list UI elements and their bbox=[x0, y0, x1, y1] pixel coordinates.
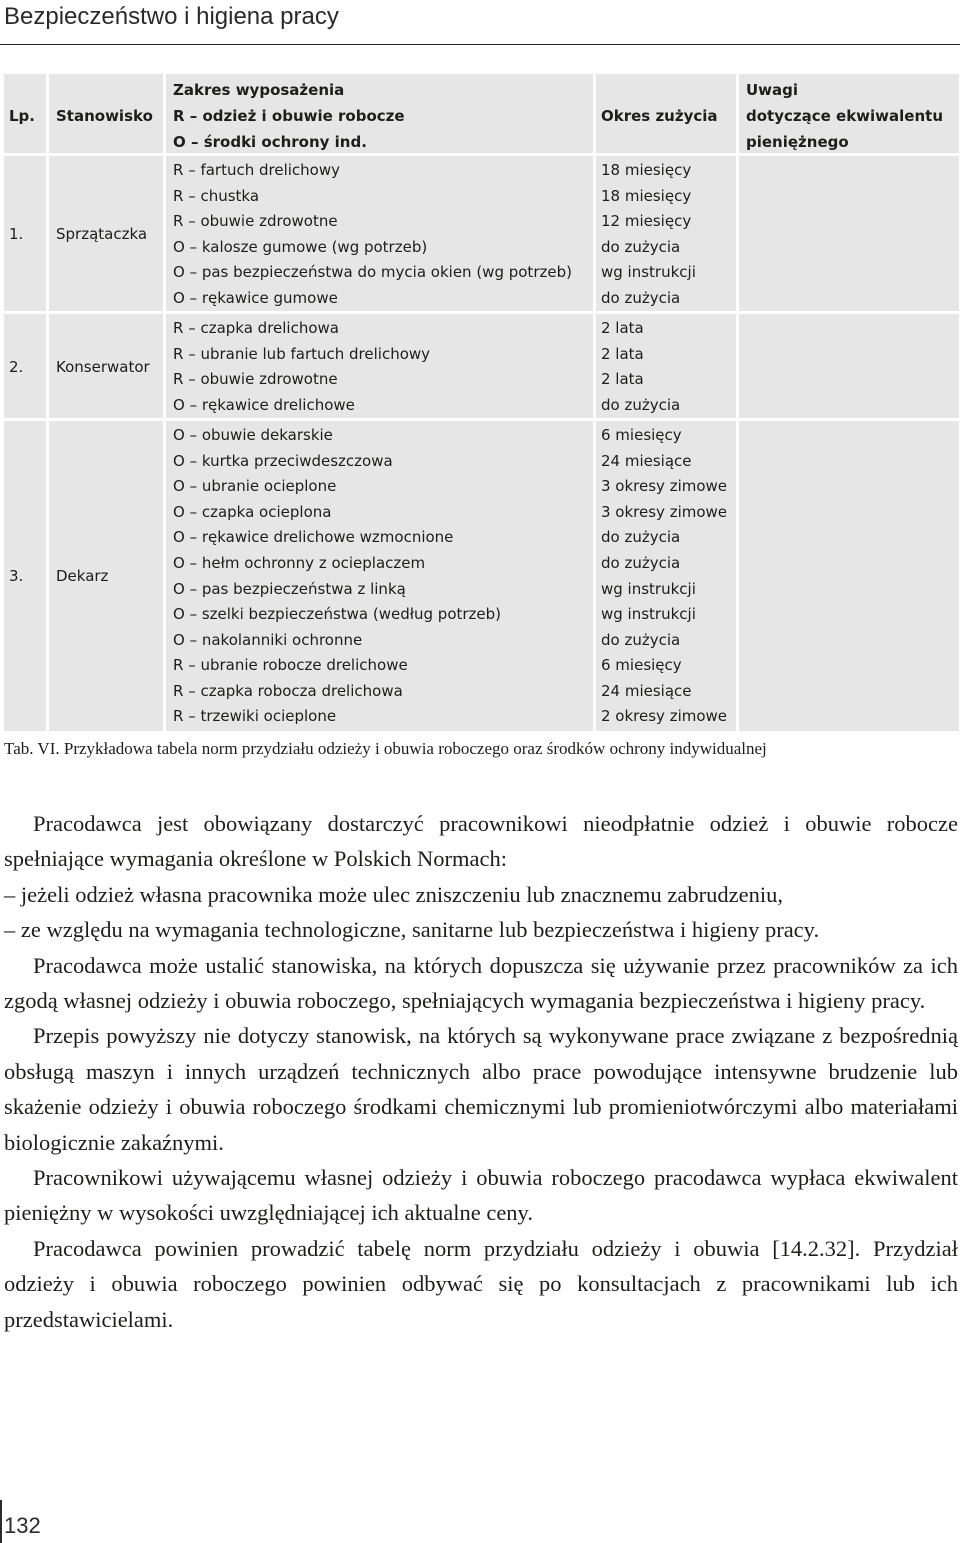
usage-period: wg instrukcji bbox=[601, 605, 696, 623]
usage-period: 24 miesiące bbox=[601, 452, 692, 470]
column-divider bbox=[736, 74, 739, 731]
header-lp: Lp. bbox=[9, 107, 35, 125]
usage-period: wg instrukcji bbox=[601, 580, 696, 598]
equipment-item: O – ubranie ocieplone bbox=[173, 477, 337, 495]
equipment-item: R – czapka robocza drelichowa bbox=[173, 682, 403, 700]
usage-period: 2 lata bbox=[601, 370, 644, 388]
list-item: – jeżeli odzież własna pracownika może ulec zniszczeniu lub znacznemu zabrudzeniu, bbox=[4, 881, 783, 907]
row-divider bbox=[4, 311, 959, 314]
equipment-item: R – ubranie lub fartuch drelichowy bbox=[173, 345, 431, 363]
equipment-item: O – rękawice gumowe bbox=[173, 289, 338, 307]
equipment-item: O – pas bezpieczeństwa z linką bbox=[173, 580, 406, 598]
usage-period: wg instrukcji bbox=[601, 263, 696, 281]
column-divider bbox=[593, 74, 596, 731]
usage-period: do zużycia bbox=[601, 528, 681, 546]
column-divider bbox=[46, 74, 49, 731]
running-header bbox=[0, 0, 960, 45]
usage-period: do zużycia bbox=[601, 289, 681, 307]
body-text bbox=[4, 806, 958, 1337]
equipment-item: R – obuwie zdrowotne bbox=[173, 212, 338, 230]
row-stanowisko: Dekarz bbox=[56, 567, 109, 585]
equipment-item: O – nakolanniki ochronne bbox=[173, 631, 363, 649]
row-lp: 3. bbox=[9, 567, 24, 585]
usage-period: do zużycia bbox=[601, 396, 681, 414]
equipment-item: O – pas bezpieczeństwa do mycia okien (wg potrzeb) bbox=[173, 263, 572, 281]
usage-period: 24 miesiące bbox=[601, 682, 692, 700]
row-lp: 2. bbox=[9, 358, 24, 376]
usage-period: 2 lata bbox=[601, 345, 644, 363]
equipment-item: O – szelki bezpieczeństwa (według potrzeb) bbox=[173, 605, 502, 623]
equipment-item: O – czapka ocieplona bbox=[173, 503, 332, 521]
usage-period: 6 miesięcy bbox=[601, 426, 682, 444]
equipment-item: O – kurtka przeciwdeszczowa bbox=[173, 452, 393, 470]
usage-period: 6 miesięcy bbox=[601, 656, 682, 674]
table-caption: Tab. VI. Przykładowa tabela norm przydziału odzieży i obuwia roboczego oraz środków ochrony indywidualnej bbox=[4, 739, 767, 758]
equipment-item: R – czapka drelichowa bbox=[173, 319, 339, 337]
footer-rule bbox=[0, 1500, 2, 1543]
paragraph: Pracodawca jest obowiązany dostarczyć pracownikowi nieodpłatnie odzież i obuwie robocze spełniające wymagania określone w Polskich Normach: bbox=[4, 811, 958, 872]
equipment-item: R – obuwie zdrowotne bbox=[173, 370, 338, 388]
equipment-item: O – rękawice drelichowe wzmocnione bbox=[173, 528, 454, 546]
column-divider bbox=[163, 74, 166, 731]
equipment-item: O – rękawice drelichowe bbox=[173, 396, 355, 414]
equipment-item: R – chustka bbox=[173, 187, 260, 205]
header-uwagi-line: Uwagi bbox=[746, 81, 799, 99]
header-zakres-line: R – odzież i obuwie robocze bbox=[173, 107, 405, 125]
header-zakres-line: Zakres wyposażenia bbox=[173, 81, 345, 99]
row-stanowisko: Konserwator bbox=[56, 358, 150, 376]
usage-period: 2 okresy zimowe bbox=[601, 707, 728, 725]
equipment-item: R – ubranie robocze drelichowe bbox=[173, 656, 408, 674]
usage-period: 3 okresy zimowe bbox=[601, 503, 728, 521]
row-stanowisko: Sprzątaczka bbox=[56, 225, 148, 243]
equipment-item: R – trzewiki ocieplone bbox=[173, 707, 337, 725]
equipment-item: R – fartuch drelichowy bbox=[173, 161, 341, 179]
paragraph: Pracodawca powinien prowadzić tabelę norm przydziału odzieży i obuwia [14.2.32]. Przydział odzieży i obuwia roboczego powinien odbywać się po konsultacjach z pracownikami lub ich przedstawicielami. bbox=[4, 1235, 958, 1332]
row-divider bbox=[4, 418, 959, 421]
list-item: – ze względu na wymagania technologiczne, sanitarne lub bezpieczeństwa i higieny pracy. bbox=[4, 917, 820, 943]
usage-period: 12 miesięcy bbox=[601, 212, 692, 230]
header-zakres-line: O – środki ochrony ind. bbox=[173, 133, 367, 151]
header-uwagi-line: dotyczące ekwiwalentu bbox=[746, 107, 943, 125]
equipment-item: O – obuwie dekarskie bbox=[173, 426, 333, 444]
paragraph: Pracownikowi używającemu własnej odzieży i obuwia roboczego pracodawca wypłaca ekwiwalent pieniężny w wysokości uwzględniającej ich aktualne ceny. bbox=[4, 1165, 958, 1226]
equipment-item: O – kalosze gumowe (wg potrzeb) bbox=[173, 238, 428, 256]
usage-period: 3 okresy zimowe bbox=[601, 477, 728, 495]
header-stanowisko: Stanowisko bbox=[56, 107, 153, 125]
row-lp: 1. bbox=[9, 225, 24, 243]
paragraph: Pracodawca może ustalić stanowiska, na których dopuszcza się używanie przez pracowników za ich zgodą własnej odzieży i obuwia roboczego, spełniających wymagania bezpieczeństwa i higieny pracy. bbox=[4, 952, 958, 1014]
paragraph: Przepis powyższy nie dotyczy stanowisk, na których są wykonywane prace związane z bezpośrednią obsługą maszyn i innych urządzeń technicznych albo prace powodujące intensywne brudzenie lub skażenie odzieży i obuwia roboczego środkami chemicznymi lub promieniotwórczymi albo materiałami biologicznie zakaźnymi. bbox=[4, 1023, 958, 1155]
page-number: 132 bbox=[4, 1513, 41, 1538]
usage-period: do zużycia bbox=[601, 238, 681, 256]
equipment-norms-table bbox=[4, 74, 959, 731]
usage-period: do zużycia bbox=[601, 631, 681, 649]
equipment-item: O – hełm ochronny z ocieplaczem bbox=[173, 554, 426, 572]
usage-period: 18 miesięcy bbox=[601, 187, 692, 205]
header-title: Bezpieczeństwo i higiena pracy bbox=[4, 3, 339, 30]
usage-period: 18 miesięcy bbox=[601, 161, 692, 179]
usage-period: 2 lata bbox=[601, 319, 644, 337]
header-okres: Okres zużycia bbox=[601, 107, 718, 125]
header-uwagi-line: pieniężnego bbox=[746, 133, 849, 151]
usage-period: do zużycia bbox=[601, 554, 681, 572]
